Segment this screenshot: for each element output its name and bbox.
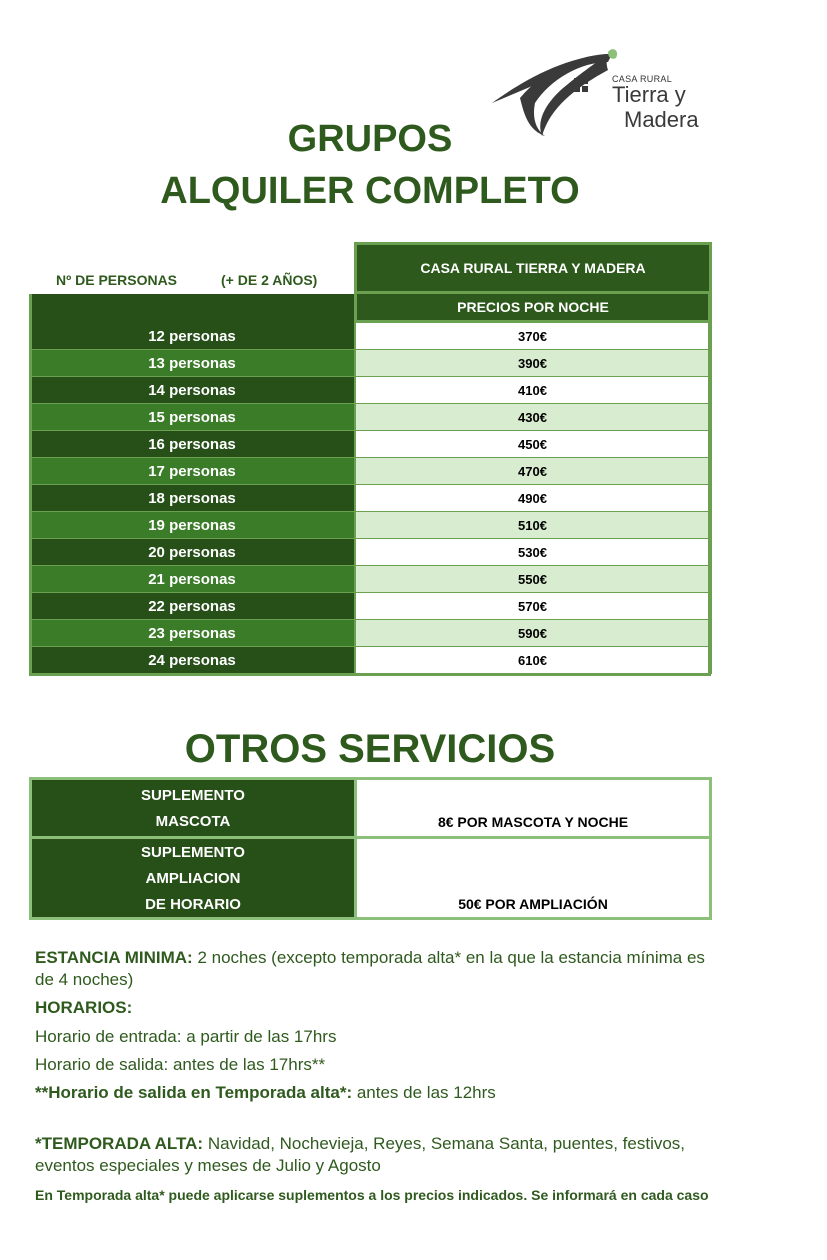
- persons-cell: 13 personas: [30, 350, 354, 377]
- logo-small-text: CASA RURAL: [612, 74, 673, 84]
- price-cell: 530€: [354, 539, 712, 566]
- table-corner: [30, 294, 354, 323]
- price-cell: 490€: [354, 485, 712, 512]
- service-row-horario: [32, 839, 709, 917]
- logo-line-1: Tierra y: [612, 82, 686, 107]
- persons-cell: 22 personas: [30, 593, 354, 620]
- table-row: [30, 404, 712, 431]
- price-cell: 510€: [354, 512, 712, 539]
- temporada-label: *TEMPORADA ALTA:: [35, 1134, 204, 1153]
- table-row: [30, 377, 712, 404]
- persons-cell: 15 personas: [30, 404, 354, 431]
- estancia-label: ESTANCIA MINIMA:: [35, 948, 193, 967]
- table-row: [30, 350, 712, 377]
- price-cell: 370€: [354, 323, 712, 350]
- brand-logo: [490, 48, 720, 148]
- persons-cell: 20 personas: [30, 539, 354, 566]
- service-value-text: 50€ POR AMPLIACIÓN: [458, 896, 608, 912]
- table-row: [30, 458, 712, 485]
- service-value: [354, 780, 709, 836]
- service-value-text: 8€ POR MASCOTA Y NOCHE: [437, 814, 629, 830]
- table-row: [30, 620, 712, 647]
- temporada-text: Navidad, Nochevieja, Reyes, Semana Santa, puentes, festivos, eventos especiales y meses de Julio y Agosto: [35, 1134, 686, 1175]
- service-value: [354, 839, 709, 917]
- prices-header: PRECIOS POR NOCHE: [354, 294, 712, 323]
- price-cell: 410€: [354, 377, 712, 404]
- persons-cell: 17 personas: [30, 458, 354, 485]
- price-cell: 450€: [354, 431, 712, 458]
- persons-cell: 19 personas: [30, 512, 354, 539]
- table-row: [30, 323, 712, 350]
- persons-cell: 23 personas: [30, 620, 354, 647]
- persons-cell: 24 personas: [30, 647, 354, 674]
- table-row: [30, 431, 712, 458]
- house-header: CASA RURAL TIERRA Y MADERA: [354, 242, 712, 294]
- service-label-line: SUPLEMENTO: [141, 787, 245, 804]
- persons-cell: 21 personas: [30, 566, 354, 593]
- table-row: [30, 566, 712, 593]
- price-cell: 390€: [354, 350, 712, 377]
- salida-alta-label: **Horario de salida en Temporada alta*:: [35, 1083, 353, 1102]
- note-temporada: [35, 1133, 715, 1177]
- title-grupos: GRUPOS: [287, 118, 453, 160]
- title-alquiler: ALQUILER COMPLETO: [160, 170, 580, 212]
- note-horarios: [35, 997, 715, 1019]
- note-salida-alta: [35, 1082, 715, 1104]
- persons-header-label: Nº DE PERSONAS: [56, 272, 178, 288]
- service-label: [32, 780, 354, 836]
- horarios-label: HORARIOS:: [35, 998, 133, 1017]
- estancia-text: 2 noches (excepto temporada alta* en la que la estancia mínima es de 4 noches): [35, 948, 705, 989]
- table-row: [30, 539, 712, 566]
- note-estancia: [35, 947, 715, 991]
- persons-cell: 16 personas: [30, 431, 354, 458]
- title-otros-servicios: OTROS SERVICIOS: [184, 727, 556, 771]
- persons-cell: 14 personas: [30, 377, 354, 404]
- persons-cell: 18 personas: [30, 485, 354, 512]
- table-row: [30, 485, 712, 512]
- price-cell: 430€: [354, 404, 712, 431]
- salida-alta-text: antes de las 12hrs: [352, 1083, 496, 1102]
- prices-table: [30, 323, 712, 674]
- service-label-line: MASCOTA: [155, 813, 231, 830]
- service-label-line: SUPLEMENTO: [141, 844, 245, 861]
- persons-cell: 12 personas: [30, 323, 354, 350]
- price-cell: 610€: [354, 647, 712, 674]
- service-row-mascota: [32, 780, 709, 839]
- table-row: [30, 593, 712, 620]
- price-cell: 550€: [354, 566, 712, 593]
- price-cell: 590€: [354, 620, 712, 647]
- note-salida: Horario de salida: antes de las 17hrs**: [35, 1055, 326, 1074]
- table-row: [30, 647, 712, 674]
- note-suplementos: En Temporada alta* puede aplicarse suplementos a los precios indicados. Se informará en cada caso: [35, 1187, 709, 1203]
- service-label: [32, 839, 354, 917]
- persons-header-age: (+ DE 2 AÑOS): [221, 272, 318, 288]
- logo-line-2: Madera: [624, 107, 699, 132]
- note-entrada: Horario de entrada: a partir de las 17hrs: [35, 1027, 337, 1046]
- table-row: [30, 512, 712, 539]
- price-cell: 570€: [354, 593, 712, 620]
- services-table: [29, 777, 712, 920]
- service-label-line: DE HORARIO: [145, 896, 241, 913]
- service-label-line: AMPLIACION: [145, 870, 241, 887]
- price-cell: 470€: [354, 458, 712, 485]
